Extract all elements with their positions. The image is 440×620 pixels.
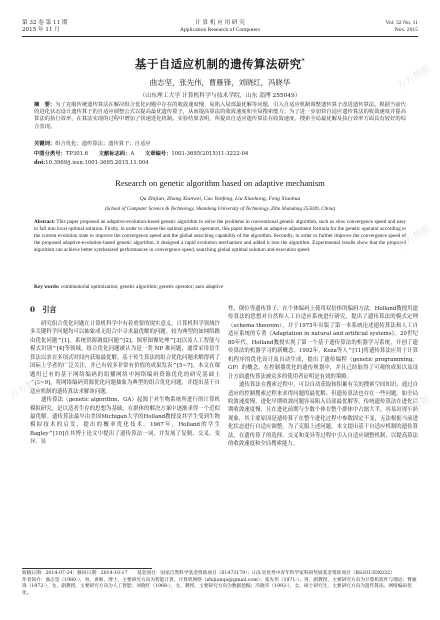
- watermark-stamp: 万方数据: [395, 223, 432, 252]
- doc-code-label: 文献标志码：: [98, 151, 131, 157]
- clc-label: 中图分类号：: [34, 151, 66, 157]
- article-no-label: 文章编号：: [144, 151, 172, 157]
- article-no-value: 1001-3695(2015)11-3222-04: [171, 151, 249, 157]
- title-footnote-mark: *: [301, 58, 306, 66]
- affiliation-en: (School of Computer Science & Technology, Shandong University of Technology, Zibo Shandong 255049, China): [104, 206, 336, 212]
- footnote-dates-funding: 收稿日期：2014-07-24；修回日期：2014-10-17 基金项目：国家自然科学基金资助项目（61473179）；山东省优秀中青年科学家科研奖励基金资助项目（BS2013DX032）: [22, 571, 395, 576]
- body-paragraph: 研究组合优化问题在计算机科学中有着重要的现实意义。计算机科学领域许多关键科学问题均可以抽象成无组合中寻求最优解的问题。较为典型的如网络路由优化问题^[1]、系统资源调度问题^[2]、图形图像处理^[3]以及人工智能与模式识别^[4]等领域。组合优化问题被认为是一类 NP 难问题，通常采用信生算法以求在多项式时间内获取最优解。基于传生算法的组合优化问题求解得到了国际上学者的广泛关注，并已有较多非常有价值的成果发表^[5~7]。本文在课题组已有的基于网络编码的组播网络中网络编码资源优化的研究基础上^[5~9]，将网络编码资源优化问题抽象为典型的组合优化问题，并提出基于自适应机制的遗传算法求解该问题。: [30, 321, 220, 395]
- classification-line: [34, 151, 248, 158]
- abstract-cn-text: 为了克服传统遗传算法在解决组合优化问题中存在的收敛速度慢、易陷入局部最优解等问题，引入自适应机制调整遗传算子改进遗传算法。根据当前代的进化状态设计遗传算子的自适应调整公式以提高最优遗传算子，从而提高算法的收敛速度和全局搜索能力；为了进一步加快自适应遗传算法的收敛速度并提高算法的执行效率，在算法实现的过程中增加了快速进化机制。实验结果表明，所提出自适应遗传算法在收敛速度、搜索全局最优解及执行效率方面具有较好的综合表现。: [34, 102, 406, 130]
- doc-code-value: A: [130, 151, 135, 157]
- watermark-stamp: 万方数据: [395, 393, 432, 422]
- keywords-en-label: Key words:: [34, 284, 60, 290]
- paper-title-en: Research on genetic algorithm based on adaptive mechanism: [115, 178, 325, 188]
- keywords-cn: [34, 141, 406, 148]
- abstract-en: [34, 219, 406, 254]
- affiliation-cn: （山东理工大学 计算机科学与技术学院，山东 淄博 255049）: [139, 93, 301, 99]
- header-date-en: Nov. 2015: [394, 27, 418, 33]
- paper-title-cn: [0, 56, 440, 72]
- authors-cn: 曲志坚，张先伟，曹雁锋，刘晓红，冯晓华: [149, 78, 291, 87]
- body-paragraph: 性、倒位等遗传算子，在个体编码上使用双倍体的编码方法。Holland教授用遗传算法的思想对自然和人工自适应系统进行研究，提出了遗传算法的模式定理（schema theorem），并于1975年出版了第一本系统论述遗传算法和人工自适应系统的专著《Adaptation in natural and artificial systems》。20世纪80年代，Holland教授实现了第一个基于遗传算法的机器学习系统，开创了遗传算法的机器学习的新概念。1992年，Koza等人^[11]将遗传算法应用于计算机程序的优化设计及自动生成，提出了遗传编程（genetic programming，GP）的概念。在控制器优化的遗传规划中，并且已经取得了可观的成果以及设计方面遗传算法被众多的使用者证明是有效的策略。: [228, 306, 418, 380]
- footnote: [22, 571, 418, 597]
- keywords-en: [34, 284, 406, 291]
- header-journal-cn: 计 算 机 应 用 研 究: [195, 20, 245, 26]
- doi-value: 10.3969/j.issn.1001-3695.2015.11.004: [45, 160, 149, 166]
- watermark-stamp: 万方数据: [395, 63, 432, 92]
- keywords-cn-label: 关键词：: [34, 141, 56, 147]
- body-paragraph: 遗传算法在搜索过程中，可以自动获取和积累有关的搜索空间知识，通过自适应的控制搜索过程来求得问题的最优解。但遗传算法也存在一些问题，如全局收敛速度慢、进化早期收敛问题容易陷入局部最优解等。传统遗传算法在进化后期收敛速度慢，且在进化前期与少数个体在整个群体中占据大半，容易出现早熟现象，其主要原因是遗传算子在整个进化过程中参数固定不变，无法根据当前进化状态进行自适应调整。为了克服上述问题，本文提出基于自适应机制的遗传算法，在遗传算子的选择、交叉和变异等过程中引入自适应调整机制，以提高算法的收敛速度和全局搜索能力。: [228, 382, 418, 448]
- section-heading-introduction: 0 引言: [30, 305, 57, 314]
- header-rule: [22, 36, 418, 37]
- abstract-en-label: Abstract:: [34, 219, 56, 225]
- abstract-cn-label: 摘 要：: [34, 102, 56, 108]
- keywords-cn-text: 组合优化；遗传算法；遗传算子；自适应: [55, 141, 151, 147]
- clc-value: TP301.6: [65, 151, 89, 157]
- watermark-stamp: 万方数据: [8, 373, 45, 402]
- doi-line: [34, 160, 149, 167]
- header-date: 2015 年 11 月: [22, 27, 60, 33]
- body-paragraph: 遗传算法（genetic algorithm，GA）起源于对生物系统所进行的计算机模拟研究，是以适者生存的思想为基础，在群体的解决方案中逐渐求得一个近似最优解。遗传算法最早由美国Michigan大学的Holland教授及其学生受到生物模拟技术的启发，提出的概率优化技术。1967年，Holland的学生Bagley^[10]在其博士论文中提出了遗传算法一词，并发展了复制、交叉、变异、显: [30, 397, 220, 446]
- keywords-en-text: combinatorial optimization; genetic algorithm; genetic operator; auto adaptive: [60, 284, 224, 290]
- title-text: 基于自适应机制的遗传算法研究: [134, 57, 302, 71]
- abstract-cn: [34, 102, 406, 131]
- abstract-en-text: This paper proposed an adaptive-evolution-based genetic algorithm to solve the problems in conventional genetic algorithm, such as slow convergence speed and easy to fall into local optimal solution. Firstly, in order to choose the optimal genetic operators, this paper designed an adaptive adjustment formula for the genetic operator according to the current evolution state to improve the convergence speed and the global searching capability of the algorithm. Secondly, in order to further improve the convergence speed of the proposed adaptive-evolution-based genetic algorithm, it designed a rapid evolution mechanism and added it into the algorithm. Experimental results show that the proposed algorithm can achieve better synthesized performances in convergence speed, searching global optimal solution and execution speed.: [34, 219, 406, 253]
- footnote-authors: 作者简介：曲志坚（1980-），男，讲师，博士，主要研究方向为智能计算、计算机网络（zhijianqu@gmail.com）；张先伟（1971-），男，副教授，主要研究方向为计算机软件与理论；曹雁锋（1972-），女，副教授，主要研究方向为人工智能；刘晓红（1968-），女，教授，主要研究方向为数据挖掘；冯晓华（1992-），女，硕士研究生，主要研究方向为遗传算法、网络编码优化。: [22, 577, 417, 596]
- header-vol-en: Vol. 32 No. 11: [385, 20, 418, 26]
- authors-en: Qu Zhijian, Zhang Xianwei, Cao Yanfeng, Liu Xiaohong, Feng Xiaohua: [139, 196, 301, 202]
- doi-label: doi:: [34, 160, 46, 166]
- header-volume: 第 32 卷 第 11 期: [22, 20, 68, 26]
- header-journal-en: Application Research of Computers: [179, 27, 261, 33]
- footnote-rule: [22, 568, 152, 569]
- body-left-column: [30, 320, 220, 447]
- body-right-column: [228, 305, 418, 449]
